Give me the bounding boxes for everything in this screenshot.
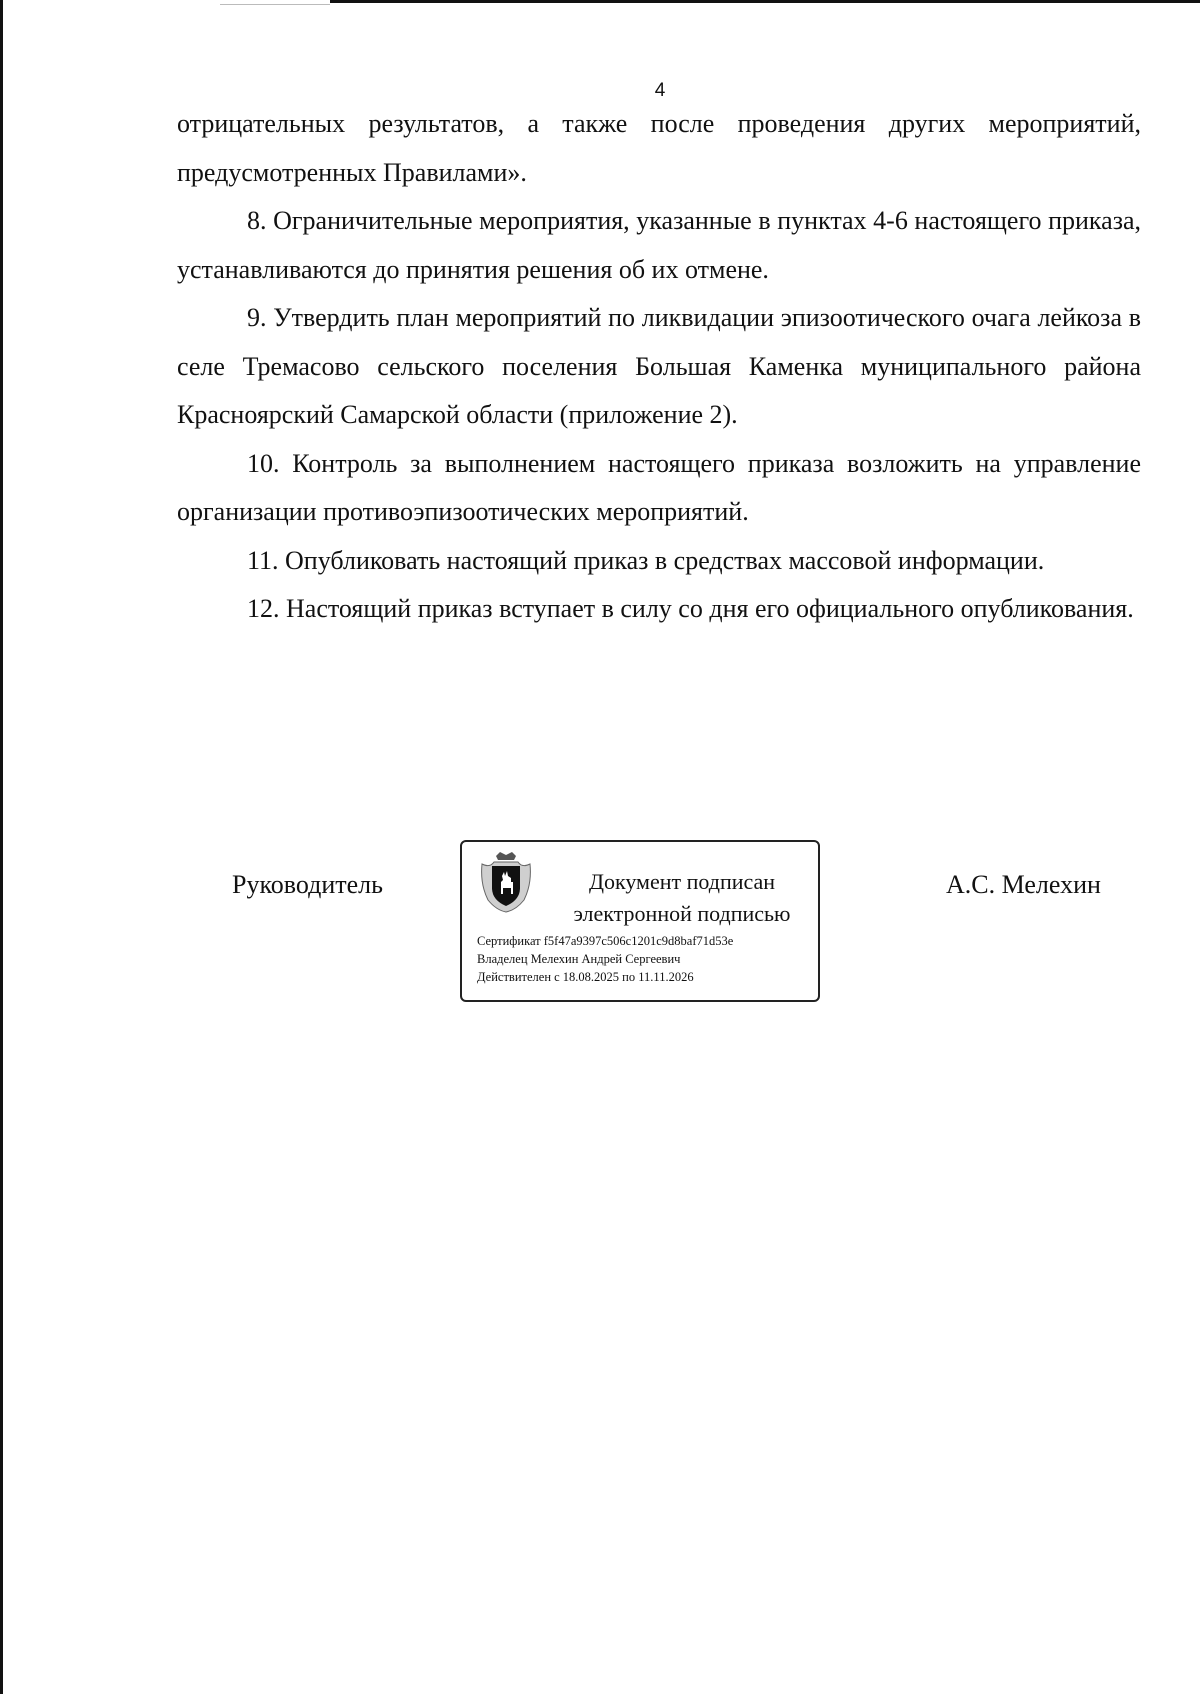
paragraph-continuation: отрицательных результатов, а также после проведения других мероприятий, предусмотренных Правилами». bbox=[177, 109, 1141, 187]
paragraph-item-9: 9. Утвердить план мероприятий по ликвидации эпизоотического очага лейкоза в селе Тремасово сельского поселения Большая Каменка муниципального района Красноярский Самарской области (приложение 2). bbox=[177, 303, 1141, 429]
paragraph-item-12: 12. Настоящий приказ вступает в силу со дня его официального опубликования. bbox=[247, 594, 1134, 623]
paragraph-item-11: 11. Опубликовать настоящий приказ в средствах массовой информации. bbox=[247, 545, 1045, 575]
signer-name: А.С. Мелехин bbox=[946, 870, 1101, 899]
electronic-signature-stamp bbox=[460, 840, 820, 1002]
signer-position: Руководитель bbox=[232, 870, 383, 899]
certificate-number: Сертификат f5f47a9397c506c1201c9d8baf71d53e bbox=[477, 934, 734, 948]
document-body bbox=[177, 100, 1141, 634]
scan-edge-top-faint bbox=[220, 4, 330, 5]
stamp-line-1: Документ подписан bbox=[588, 869, 776, 894]
paragraph-item-10: 10. Контроль за выполнением настоящего приказа возложить на управление организации противоэпизоотических мероприятий. bbox=[177, 448, 1141, 526]
stamp-details bbox=[477, 932, 733, 986]
certificate-validity: Действителен с 18.08.2025 по 11.11.2026 bbox=[477, 970, 694, 984]
coat-of-arms-icon bbox=[478, 850, 534, 914]
stamp-headline bbox=[557, 866, 807, 930]
certificate-owner: Владелец Мелехин Андрей Сергеевич bbox=[477, 952, 681, 966]
page-number: 4 bbox=[654, 80, 666, 101]
paragraph-item-8: 8. Ограничительные мероприятия, указанные в пунктах 4-6 настоящего приказа, устанавливаются до принятия решения об их отмене. bbox=[177, 206, 1141, 284]
scan-edge-left bbox=[0, 0, 3, 1694]
stamp-line-2: электронной подписью bbox=[573, 901, 791, 926]
scan-edge-top bbox=[330, 0, 1200, 3]
